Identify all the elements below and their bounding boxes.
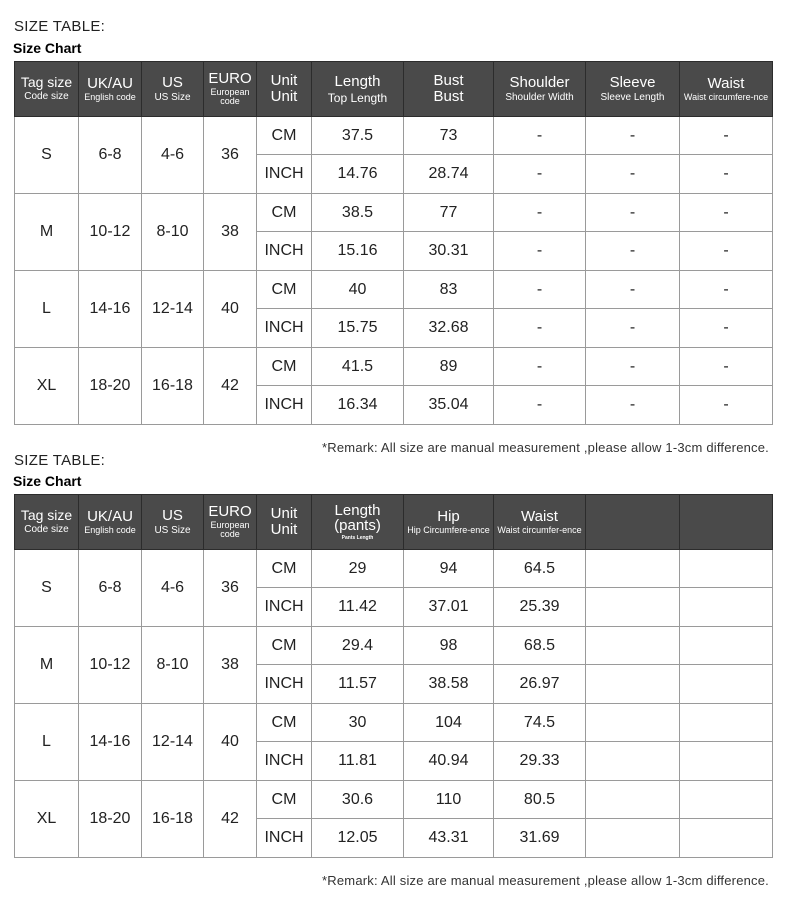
unit-cell: CM	[257, 271, 312, 309]
value-cell: 73	[404, 117, 494, 155]
tag-size-cell: L	[15, 704, 79, 781]
value-cell: 89	[404, 348, 494, 386]
euro-cell: 40	[204, 704, 257, 781]
chart-title: Size Chart	[13, 40, 82, 56]
empty-cell	[586, 588, 680, 627]
unit-cell: INCH	[257, 232, 312, 271]
empty-cell	[680, 781, 773, 819]
unit-cell: INCH	[257, 155, 312, 194]
table-row	[15, 117, 773, 155]
empty-cell	[586, 781, 680, 819]
header-empty	[680, 495, 773, 550]
header-uk-au: UK/AU English code	[79, 495, 142, 550]
table-row	[15, 704, 773, 742]
value-cell: 68.5	[494, 627, 586, 665]
value-cell: -	[680, 386, 773, 425]
uk-au-cell: 18-20	[79, 348, 142, 425]
us-cell: 8-10	[142, 194, 204, 271]
value-cell: -	[680, 271, 773, 309]
unit-cell: CM	[257, 550, 312, 588]
table-row	[15, 271, 773, 309]
value-cell: 25.39	[494, 588, 586, 627]
value-cell: -	[586, 194, 680, 232]
value-cell: 38.58	[404, 665, 494, 704]
us-cell: 16-18	[142, 348, 204, 425]
value-cell: 15.75	[312, 309, 404, 348]
value-cell: -	[494, 271, 586, 309]
uk-au-cell: 10-12	[79, 627, 142, 704]
value-cell: 38.5	[312, 194, 404, 232]
header-sleeve: Sleeve Sleeve Length	[586, 62, 680, 117]
remark-text: *Remark: All size are manual measurement ,please allow 1-3cm difference.	[322, 440, 769, 455]
header-euro: EURO European code	[204, 495, 257, 550]
value-cell: -	[586, 271, 680, 309]
value-cell: -	[586, 348, 680, 386]
header-row	[15, 62, 773, 117]
value-cell: -	[586, 232, 680, 271]
value-cell: -	[586, 309, 680, 348]
euro-cell: 40	[204, 271, 257, 348]
header-bust: Bust Bust	[404, 62, 494, 117]
size-table-tops	[14, 61, 773, 425]
tag-size-cell: XL	[15, 781, 79, 858]
unit-cell: CM	[257, 627, 312, 665]
value-cell: 30	[312, 704, 404, 742]
value-cell: 14.76	[312, 155, 404, 194]
value-cell: 11.81	[312, 742, 404, 781]
value-cell: -	[494, 348, 586, 386]
uk-au-cell: 18-20	[79, 781, 142, 858]
table-row	[15, 781, 773, 819]
empty-cell	[586, 665, 680, 704]
uk-au-cell: 10-12	[79, 194, 142, 271]
value-cell: 40	[312, 271, 404, 309]
header-waist: Waist Waist circumfere-nce	[680, 62, 773, 117]
value-cell: -	[680, 232, 773, 271]
value-cell: 110	[404, 781, 494, 819]
value-cell: 29	[312, 550, 404, 588]
unit-cell: INCH	[257, 742, 312, 781]
value-cell: 31.69	[494, 819, 586, 858]
value-cell: 11.42	[312, 588, 404, 627]
value-cell: 77	[404, 194, 494, 232]
tag-size-cell: L	[15, 271, 79, 348]
empty-cell	[680, 704, 773, 742]
tag-size-cell: M	[15, 194, 79, 271]
value-cell: -	[680, 155, 773, 194]
empty-cell	[586, 819, 680, 858]
unit-cell: INCH	[257, 665, 312, 704]
header-length: Length Top Length	[312, 62, 404, 117]
tag-size-cell: XL	[15, 348, 79, 425]
empty-cell	[680, 627, 773, 665]
table-row	[15, 627, 773, 665]
value-cell: 30.6	[312, 781, 404, 819]
value-cell: 37.5	[312, 117, 404, 155]
uk-au-cell: 14-16	[79, 704, 142, 781]
value-cell: -	[680, 348, 773, 386]
header-waist: Waist Waist circumfer-ence	[494, 495, 586, 550]
header-shoulder: Shoulder Shoulder Width	[494, 62, 586, 117]
unit-cell: CM	[257, 348, 312, 386]
value-cell: 32.68	[404, 309, 494, 348]
euro-cell: 42	[204, 348, 257, 425]
euro-cell: 38	[204, 194, 257, 271]
empty-cell	[586, 550, 680, 588]
us-cell: 4-6	[142, 117, 204, 194]
uk-au-cell: 14-16	[79, 271, 142, 348]
table-row	[15, 194, 773, 232]
unit-cell: INCH	[257, 819, 312, 858]
us-cell: 4-6	[142, 550, 204, 627]
value-cell: 94	[404, 550, 494, 588]
section-title: SIZE TABLE:	[14, 18, 106, 35]
us-cell: 8-10	[142, 627, 204, 704]
us-cell: 12-14	[142, 704, 204, 781]
value-cell: 29.4	[312, 627, 404, 665]
tag-size-cell: S	[15, 117, 79, 194]
table-row	[15, 348, 773, 386]
unit-cell: INCH	[257, 386, 312, 425]
value-cell: 26.97	[494, 665, 586, 704]
chart-title: Size Chart	[13, 473, 82, 489]
euro-cell: 42	[204, 781, 257, 858]
header-row	[15, 495, 773, 550]
value-cell: -	[494, 309, 586, 348]
euro-cell: 36	[204, 550, 257, 627]
section-title: SIZE TABLE:	[14, 452, 106, 469]
header-unit: Unit Unit	[257, 495, 312, 550]
value-cell: 16.34	[312, 386, 404, 425]
value-cell: 37.01	[404, 588, 494, 627]
empty-cell	[586, 704, 680, 742]
value-cell: -	[586, 386, 680, 425]
value-cell: -	[586, 117, 680, 155]
header-length-pants: Length (pants) Pants Length	[312, 495, 404, 550]
value-cell: -	[680, 117, 773, 155]
value-cell: -	[494, 155, 586, 194]
value-cell: -	[494, 232, 586, 271]
value-cell: 74.5	[494, 704, 586, 742]
value-cell: 11.57	[312, 665, 404, 704]
unit-cell: CM	[257, 117, 312, 155]
value-cell: 35.04	[404, 386, 494, 425]
header-unit: Unit Unit	[257, 62, 312, 117]
value-cell: 43.31	[404, 819, 494, 858]
table-row	[15, 550, 773, 588]
value-cell: 12.05	[312, 819, 404, 858]
value-cell: 40.94	[404, 742, 494, 781]
unit-cell: CM	[257, 781, 312, 819]
value-cell: -	[680, 309, 773, 348]
unit-cell: CM	[257, 194, 312, 232]
header-empty	[586, 495, 680, 550]
value-cell: 29.33	[494, 742, 586, 781]
size-table-pants	[14, 494, 773, 858]
empty-cell	[680, 742, 773, 781]
empty-cell	[586, 627, 680, 665]
value-cell: 98	[404, 627, 494, 665]
header-tag-size: Tag size Code size	[15, 495, 79, 550]
value-cell: 15.16	[312, 232, 404, 271]
header-us: US US Size	[142, 495, 204, 550]
uk-au-cell: 6-8	[79, 117, 142, 194]
us-cell: 12-14	[142, 271, 204, 348]
empty-cell	[586, 742, 680, 781]
value-cell: 30.31	[404, 232, 494, 271]
tag-size-cell: S	[15, 550, 79, 627]
value-cell: 104	[404, 704, 494, 742]
value-cell: -	[494, 194, 586, 232]
empty-cell	[680, 665, 773, 704]
value-cell: 28.74	[404, 155, 494, 194]
header-uk-au: UK/AU English code	[79, 62, 142, 117]
unit-cell: INCH	[257, 309, 312, 348]
euro-cell: 38	[204, 627, 257, 704]
us-cell: 16-18	[142, 781, 204, 858]
empty-cell	[680, 588, 773, 627]
value-cell: 83	[404, 271, 494, 309]
empty-cell	[680, 819, 773, 858]
unit-cell: INCH	[257, 588, 312, 627]
value-cell: 64.5	[494, 550, 586, 588]
uk-au-cell: 6-8	[79, 550, 142, 627]
value-cell: -	[586, 155, 680, 194]
unit-cell: CM	[257, 704, 312, 742]
value-cell: 80.5	[494, 781, 586, 819]
value-cell: -	[494, 386, 586, 425]
euro-cell: 36	[204, 117, 257, 194]
empty-cell	[680, 550, 773, 588]
header-euro: EURO European code	[204, 62, 257, 117]
remark-text: *Remark: All size are manual measurement ,please allow 1-3cm difference.	[322, 873, 769, 888]
tag-size-cell: M	[15, 627, 79, 704]
value-cell: -	[680, 194, 773, 232]
value-cell: 41.5	[312, 348, 404, 386]
header-us: US US Size	[142, 62, 204, 117]
header-tag-size: Tag size Code size	[15, 62, 79, 117]
header-hip: Hip Hip Circumfere-ence	[404, 495, 494, 550]
value-cell: -	[494, 117, 586, 155]
